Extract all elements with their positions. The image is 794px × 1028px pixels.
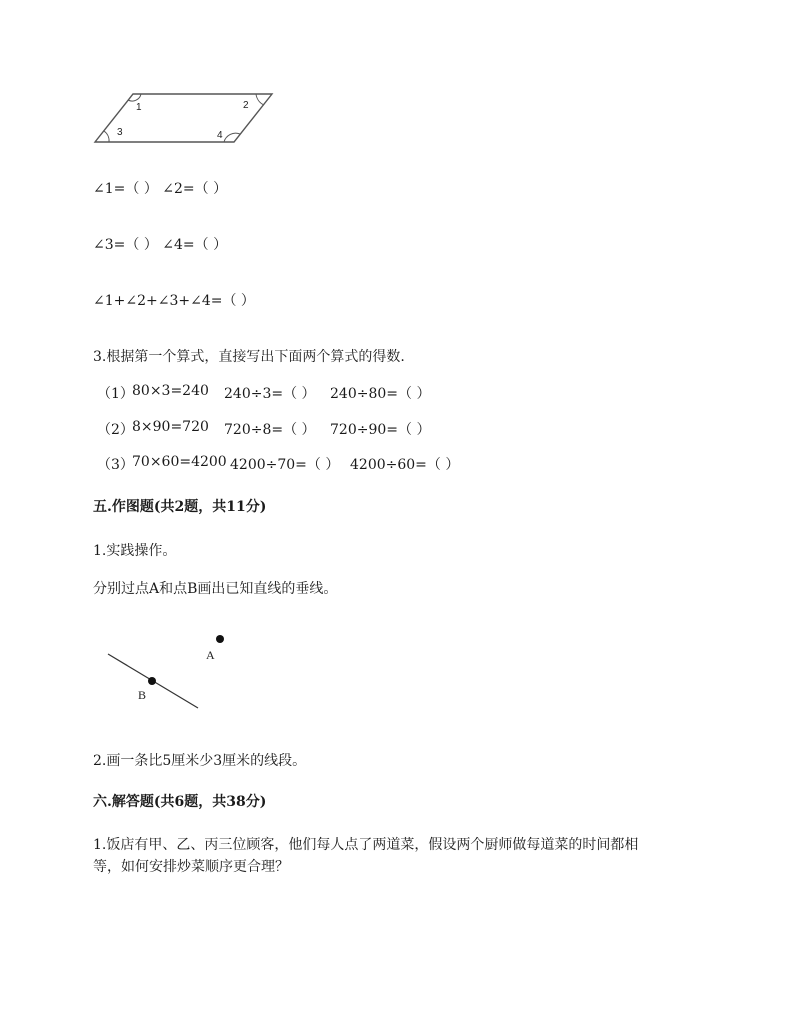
angle-answer-line-3: ∠1+∠2+∠3+∠4=（ ） [93,293,255,309]
q3-row-3-answer-b: 4200÷60=（ ） [350,457,460,473]
q3-row-2-answer-a: 720÷8=（ ） [224,422,316,438]
angle-label-2: 2 [243,100,249,111]
section-5-q2-text: 2.画一条比5厘米少3厘米的线段。 [93,753,307,769]
q3-row-2-answer-b: 720÷90=（ ） [330,422,431,438]
q3-row-2-num: （2） [97,422,134,438]
angle-answer-line-2: ∠3=（ ） ∠4=（ ） [93,237,228,253]
perpendicular-figure [100,626,240,716]
parallelogram-figure [90,88,280,150]
q3-row-2-given: 8×90=720 [132,419,209,435]
angle-arc-2 [256,94,264,105]
point-b-dot [148,677,156,685]
section-6-heading: 六.解答题(共6题，共38分) [93,794,267,810]
q3-row-3-given: 70×60=4200 [132,454,227,470]
section-6-q1-line-2: 等，如何安排炒菜顺序更合理？ [93,859,289,875]
section-5-q1-text: 分别过点A和点B画出已知直线的垂线。 [93,581,338,597]
point-b-label: B [138,688,147,702]
q3-title: 3.根据第一个算式，直接写出下面两个算式的得数. [93,349,405,365]
angle-label-3: 3 [117,127,123,138]
q3-row-3-answer-a: 4200÷70=（ ） [230,457,340,473]
angle-label-1: 1 [136,102,142,113]
point-a-dot [216,635,224,643]
q3-row-1-given: 80×3=240 [132,383,209,399]
section-6-q1-line-1: 1.饭店有甲、乙、丙三位顾客，他们每人点了两道菜，假设两个厨师做每道菜的时间都相 [93,837,639,853]
angle-arc-3 [104,131,109,142]
angle-label-4: 4 [217,130,223,141]
q3-row-3-num: （3） [97,457,134,473]
q3-row-1-num: （1） [97,386,134,402]
point-a-label: A [206,648,215,662]
q3-row-1-answer-b: 240÷80=（ ） [330,386,431,402]
section-5-q1-title: 1.实践操作。 [93,543,177,559]
angle-answer-line-1: ∠1=（ ） ∠2=（ ） [93,181,228,197]
section-5-heading: 五.作图题(共2题，共11分) [93,499,267,515]
q3-row-1-answer-a: 240÷3=（ ） [224,386,316,402]
